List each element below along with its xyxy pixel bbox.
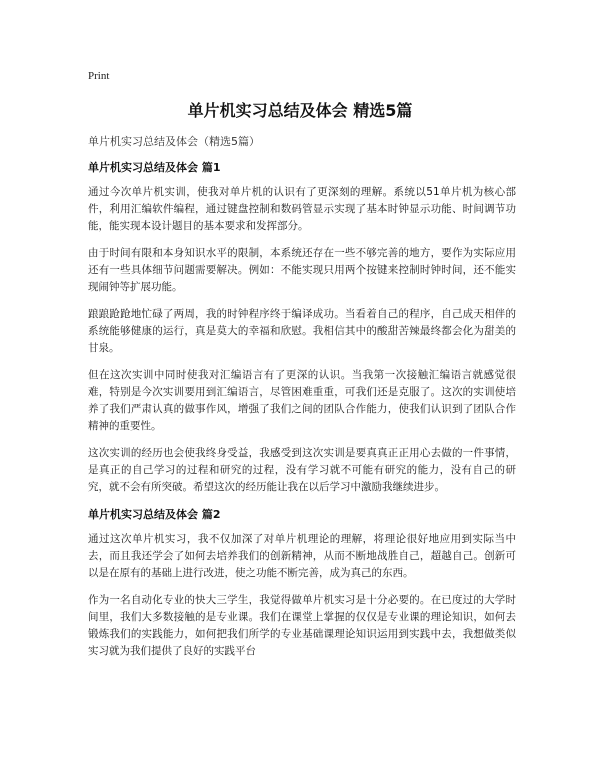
section-1-paragraph-2: 由于时间有限和本身知识水平的限制，本系统还存在一些不够完善的地方，要作为实际应用还有一些具体细节问题需要解决。例如：不能实现只用两个按键来控制时钟时间，还不能实现闹钟等扩展功能。 <box>88 247 516 293</box>
document-subtitle: 单片机实习总结及体会（精选5篇） <box>88 135 260 148</box>
section-1-paragraph-4: 但在这次实训中同时使我对汇编语言有了更深的认识。当我第一次接触汇编语言就感觉很难，特别是今次实训要用到汇编语言，尽管困难重重，可我们还是克服了。这次的实训使培养了我们严肃认真的做事作风，增强了我们之间的团队合作能力，使我们认识到了团队合作精神的重要性。 <box>88 369 516 432</box>
document-title: 单片机实习总结及体会 精选5篇 <box>187 101 413 120</box>
section-1-paragraph-1: 通过今次单片机实训，使我对单片机的认识有了更深刻的理解。系统以51单片机为核心部件，利用汇编软件编程，通过键盘控制和数码管显示实现了基本时钟显示功能、时间调节功能，能实现本设计题目的基本要求和发挥部分。 <box>88 186 516 232</box>
document-body <box>88 133 516 670</box>
section-2-paragraph-2: 作为一名自动化专业的快大三学生，我觉得做单片机实习是十分必要的。在已度过的大学时间里，我们大多数接触的是专业课。我们在课堂上掌握的仅仅是专业课的理论知识，如何去锻炼我们的实践能力，如何把我们所学的专业基础课理论知识运用到实践中去，我想做类似实习就为我们提供了良好的实践平台 <box>88 594 516 657</box>
section-2-paragraph-1: 通过这次单片机实习，我不仅加深了对单片机理论的理解，将理论很好地应用到实际当中去，而且我还学会了如何去培养我们的创新精神，从而不断地战胜自己，超越自己。创新可以是在原有的基础上进行改进，使之功能不断完善，成为真己的东西。 <box>88 533 516 579</box>
section-heading-2: 单片机实习总结及体会 篇2 <box>88 508 221 521</box>
section-1-paragraph-3: 踉踉跄跄地忙碌了两周，我的时钟程序终于编译成功。当看着自己的程序，自己成天相伴的系统能够健康的运行，真是莫大的幸福和欣慰。我相信其中的酸甜苦辣最终都会化为甜美的甘泉。 <box>88 308 516 354</box>
print-link[interactable]: Print <box>88 70 110 82</box>
section-heading-1: 单片机实习总结及体会 篇1 <box>88 161 221 174</box>
section-1-paragraph-5: 这次实训的经历也会使我终身受益，我感受到这次实训是要真真正正用心去做的一件事情，是真正的自己学习的过程和研究的过程，没有学习就不可能有研究的能力，没有自己的研究，就不会有所突破。希望这次的经历能让我在以后学习中激励我继续进步。 <box>88 447 516 493</box>
